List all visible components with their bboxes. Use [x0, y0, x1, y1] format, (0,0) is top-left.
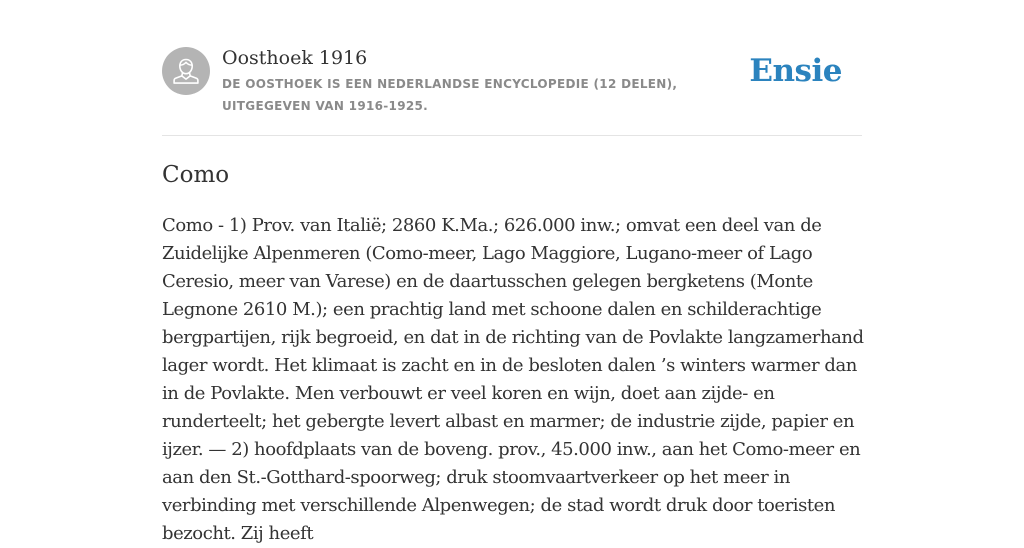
- ensie-logo[interactable]: Ensie: [749, 53, 842, 89]
- source-description: DE OOSTHOEK IS EEN NEDERLANDSE ENCYCLOPEDIE (12 DELEN), UITGEGEVEN VAN 1916-1925.: [222, 77, 678, 113]
- user-icon: [162, 47, 210, 95]
- article-title: Como: [162, 162, 230, 188]
- source-title[interactable]: Oosthoek 1916: [222, 47, 368, 69]
- header-divider: [162, 135, 862, 136]
- source-header: [162, 46, 862, 136]
- article-body: Como - 1) Prov. van Italië; 2860 K.Ma.; 626.000 inw.; omvat een deel van de Zuidelijke Alpenmeren (Como-meer, Lago Maggiore, Lugano-meer of Lago Ceresio, meer van Varese) en de daartusschen gelegen bergketens (Monte Legnone 2610 M.); een prachtig land met schoone dalen en schilderachtige bergpartijen, rijk begroeid, en dat in de richting van de Povlakte langzamerhand lager wordt. Het klimaat is zacht en in de besloten dalen ’s winters warmer dan in de Povlakte. Men verbouwt er veel koren en wijn, doet aan zijde- en runderteelt; het gebergte levert albast en marmer; de industrie zijde, papier en ijzer. — 2) hoofdplaats van de boveng. prov., 45.000 inw., aan het Como-meer en aan den St.-Gotthard-spoorweg; druk stoomvaartverkeer op het meer in verbinding met verschillende Alpenwegen; de stad wordt druk door toeristen bezocht. Zij heeft: [162, 215, 864, 544]
- avatar[interactable]: [162, 47, 210, 95]
